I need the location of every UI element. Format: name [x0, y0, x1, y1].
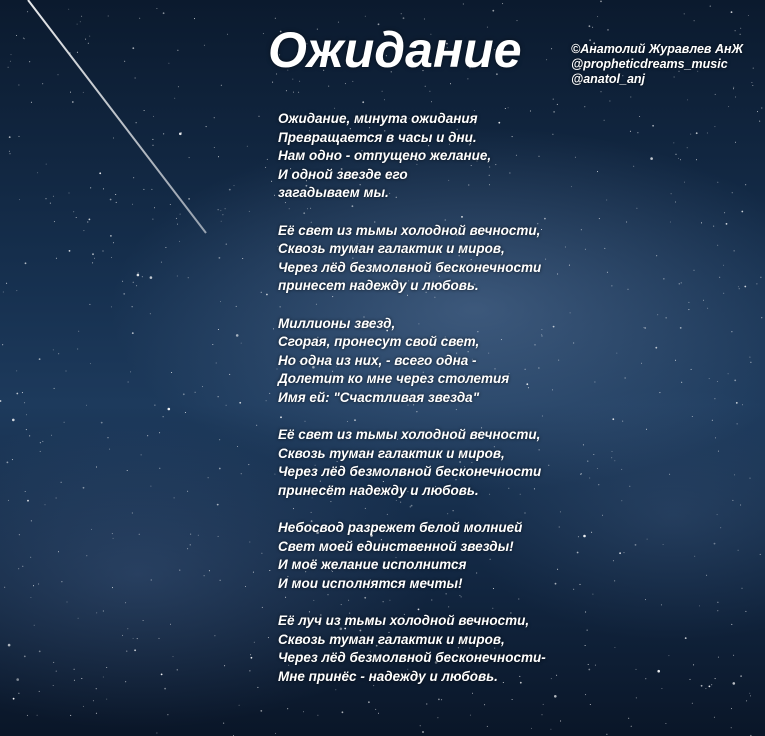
poem-line: И мои исполнятся мечты!	[278, 575, 463, 591]
poem-line: Имя ей: "Счастливая звезда"	[278, 389, 480, 405]
poem-line: Свет моей единственной звезды!	[278, 538, 514, 554]
social-handle-music: @propheticdreams_music	[571, 57, 728, 71]
poem-line: Сгорая, пронесут свой свет,	[278, 334, 480, 350]
poem-body	[278, 110, 546, 686]
poem-line: Нам одно - отпущено желание,	[278, 148, 492, 164]
poem-line: Небосвод разрежет белой молнией	[278, 520, 523, 536]
poem-title: Ожидание	[268, 22, 522, 78]
poem-line: Её свет из тьмы холодной вечности,	[278, 222, 541, 238]
poem-line: Сквозь туман галактик и миров,	[278, 631, 505, 647]
poem-line: Долетит ко мне через столетия	[278, 371, 510, 387]
poem-line: Ожидание, минута ожидания	[278, 111, 478, 126]
poem-line: принесет надежду и любовь.	[278, 278, 479, 294]
poem-line: Но одна из них, - всего одна -	[278, 352, 477, 368]
poem-line: принесёт надежду и любовь.	[278, 482, 479, 498]
poem-line: Сквозь туман галактик и миров,	[278, 445, 505, 461]
poem-line: И одной звезде его	[278, 166, 408, 182]
poem-line: И моё желание исполнится	[278, 557, 467, 573]
author-name: ©Анатолий Журавлев АнЖ	[571, 42, 744, 56]
poem-line: Превращается в часы и дни.	[278, 129, 477, 145]
stanza-6	[278, 612, 546, 686]
author-credits	[571, 42, 743, 87]
social-handle-personal: @anatol_anj	[571, 72, 646, 86]
stanza-5	[278, 519, 546, 593]
poem-line: Через лёд безмолвной бесконечности-	[278, 650, 546, 666]
poem-line: Сквозь туман галактик и миров,	[278, 241, 505, 257]
stanza-3	[278, 315, 546, 408]
poem-line: Её луч из тьмы холодной вечности,	[278, 613, 530, 629]
stanza-4	[278, 426, 546, 500]
poem-line: Её свет из тьмы холодной вечности,	[278, 427, 541, 443]
poem-line: Мне принёс - надежду и любовь.	[278, 668, 498, 684]
poem-line: загадываем мы.	[278, 185, 389, 201]
poem-line: Через лёд безмолвной бесконечности	[278, 259, 542, 275]
stanza-2	[278, 222, 546, 296]
poem-line: Миллионы звезд,	[278, 315, 396, 331]
stanza-1	[278, 110, 546, 203]
poem-line: Через лёд безмолвной бесконечности	[278, 464, 542, 480]
